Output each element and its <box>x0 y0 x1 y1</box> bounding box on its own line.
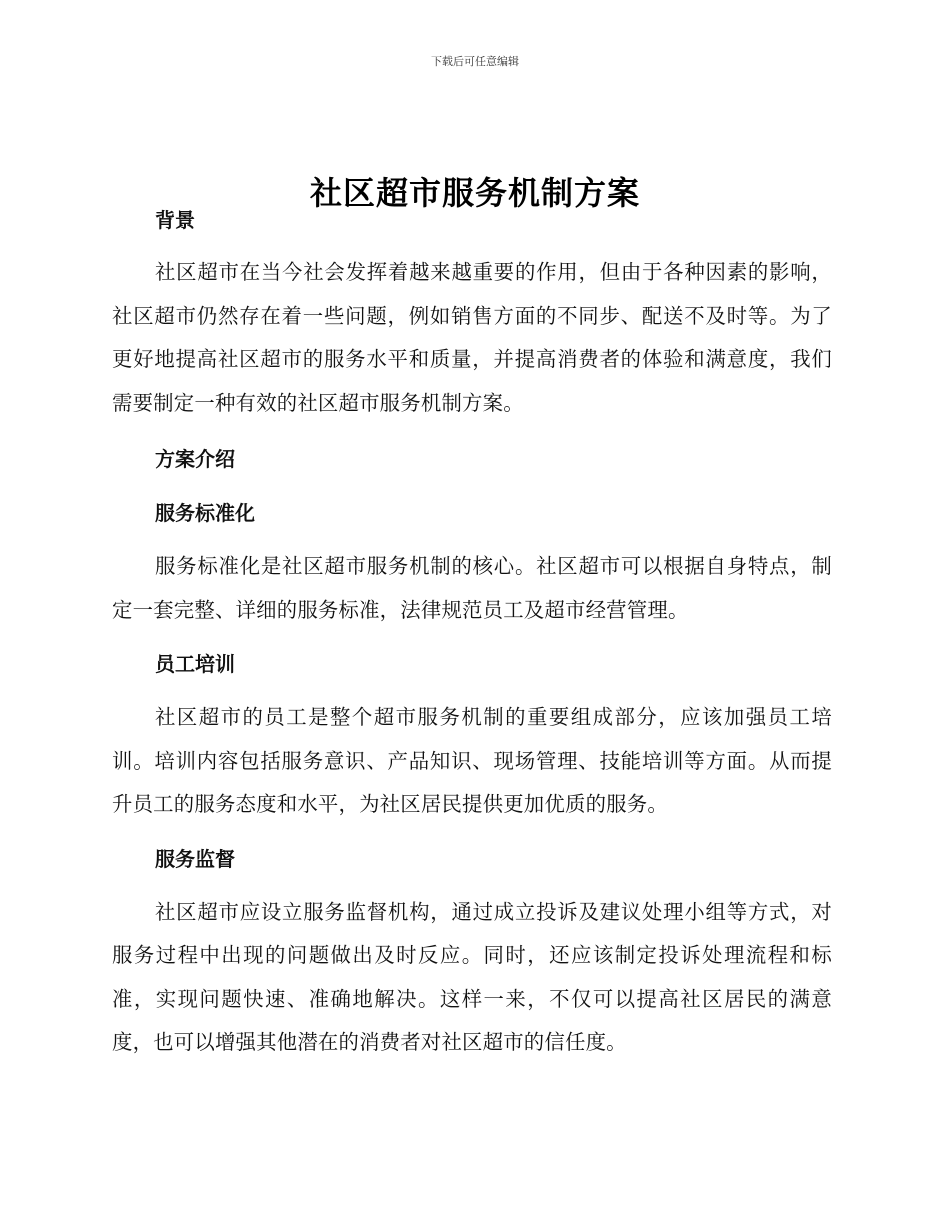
document-body <box>112 200 832 1065</box>
section-heading-supervision: 服务监督 <box>155 846 235 871</box>
section-heading-standardization: 服务标准化 <box>155 501 255 525</box>
section-heading-intro: 方案介绍 <box>155 447 235 471</box>
section-text-supervision: 社区超市应设立服务监督机构，通过成立投诉及建议处理小组等方式，对服务过程中出现的问题做出及时反应。同时，还应该制定投诉处理流程和标准，实现问题快速、准确地解决。这样一来，不仅可以提高社区居民的满意度，也可以增强其他潜在的消费者对社区超市的信任度。 <box>112 899 832 1054</box>
header-note: 下载后可任意编辑 <box>431 55 519 68</box>
document-title: 社区超市服务机制方案 <box>309 174 640 213</box>
section-text-standardization: 服务标准化是社区超市服务机制的核心。社区超市可以根据自身特点，制定一套完整、详细的服务标准，法律规范员工及超市经营管理。 <box>112 554 832 622</box>
section-text-background: 社区超市在当今社会发挥着越来越重要的作用，但由于各种因素的影响，社区超市仍然存在着一些问题，例如销售方面的不同步、配送不及时等。为了更好地提高社区超市的服务水平和质量，并提高消费者的体验和满意度，我们需要制定一种有效的社区超市服务机制方案。 <box>112 260 832 415</box>
section-heading-background: 背景 <box>155 208 195 232</box>
section-heading-training: 员工培训 <box>155 652 235 676</box>
section-text-training: 社区超市的员工是整个超市服务机制的重要组成部分，应该加强员工培训。培训内容包括服务意识、产品知识、现场管理、技能培训等方面。从而提升员工的服务态度和水平，为社区居民提供更加优质的服务。 <box>112 705 832 816</box>
